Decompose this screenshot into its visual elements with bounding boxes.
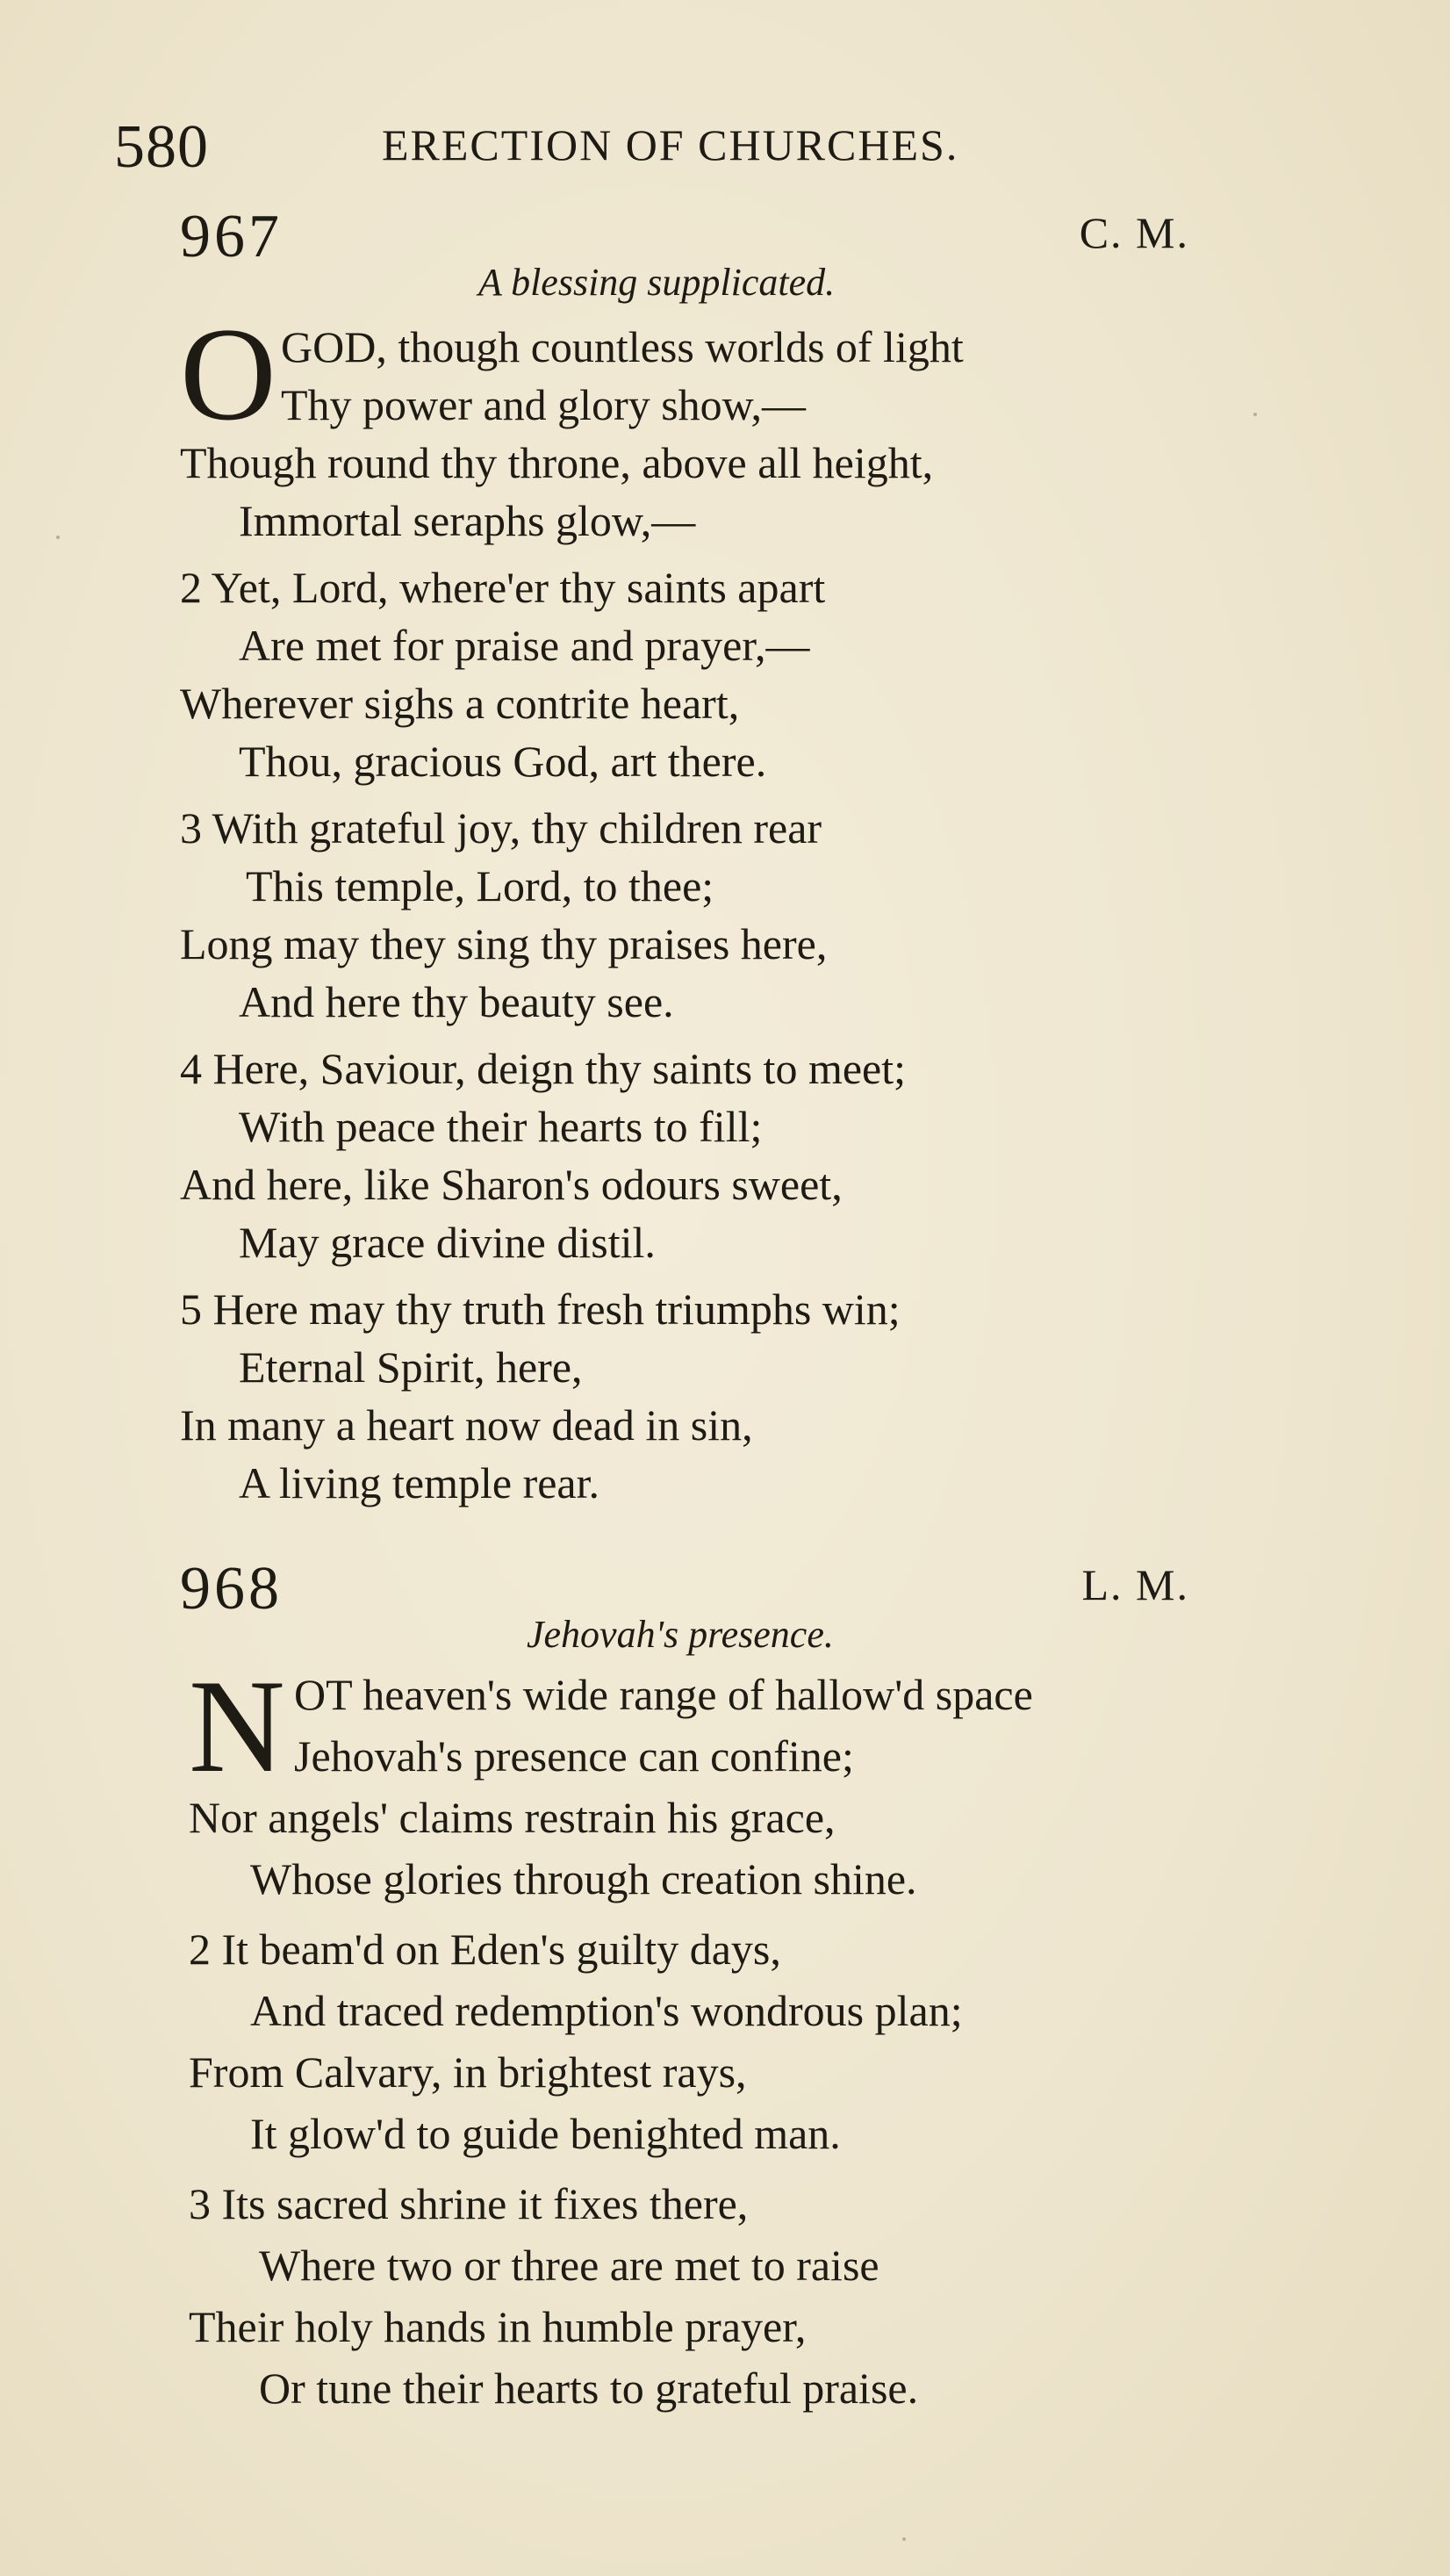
verse-line: GOD, though countless worlds of light	[281, 322, 964, 371]
drop-cap: N	[189, 1652, 285, 1800]
hymn-number: 968	[180, 1555, 283, 1623]
verse-line: In many a heart now dead in sin,	[180, 1400, 753, 1450]
verse-line: Immortal seraphs glow,—	[239, 496, 696, 545]
verse-line: Wherever sighs a contrite heart,	[180, 679, 740, 728]
hymn-number: 967	[180, 203, 283, 270]
verse-line: From Calvary, in brightest rays,	[189, 2047, 747, 2097]
verse-line: It glow'd to guide benighted man.	[250, 2109, 841, 2158]
verse-line: Or tune their hearts to grateful praise.	[259, 2364, 919, 2413]
verse-line: And here thy beauty see.	[239, 977, 674, 1026]
paper-speck	[902, 2537, 906, 2541]
verse-line: Their holy hands in humble prayer,	[189, 2302, 807, 2351]
verse-line: A living temple rear.	[239, 1458, 600, 1507]
page-number: 580	[114, 113, 209, 181]
verse-line: 2 Yet, Lord, where'er thy saints apart	[180, 563, 826, 612]
verse-line: 3 Its sacred shrine it fixes there,	[189, 2179, 749, 2228]
verse-line: Whose glories through creation shine.	[250, 1854, 917, 1903]
verse-line: And here, like Sharon's odours sweet,	[180, 1160, 843, 1209]
paper-speck	[1253, 413, 1257, 416]
verse-line: With peace their hearts to fill;	[239, 1102, 763, 1151]
verse-line: Though round thy throne, above all height,	[180, 438, 934, 487]
verse-line: Eternal Spirit, here,	[239, 1342, 583, 1392]
verse-line: Thou, gracious God, art there.	[239, 737, 767, 786]
running-title: ERECTION OF CHURCHES.	[382, 120, 959, 169]
verse-line: Long may they sing thy praises here,	[180, 919, 828, 968]
verse-line: This temple, Lord, to thee;	[246, 861, 714, 910]
verse-line: And traced redemption's wondrous plan;	[250, 1986, 963, 2035]
drop-cap: O	[180, 300, 276, 448]
hymn-meter: L. M.	[1081, 1560, 1189, 1609]
verse-line: OT heaven's wide range of hallow'd space	[294, 1670, 1033, 1719]
verse-line: Nor angels' claims restrain his grace,	[189, 1793, 836, 1842]
verse-line: 3 With grateful joy, thy children rear	[180, 803, 822, 853]
verse-line: 2 It beam'd on Eden's guilty days,	[189, 1925, 781, 1974]
page-header	[114, 104, 1343, 183]
verse-line: Thy power and glory show,—	[281, 380, 807, 429]
verse-line: Are met for praise and prayer,—	[239, 621, 810, 670]
verse-line: 4 Here, Saviour, deign thy saints to meet;	[180, 1044, 907, 1093]
hymn-meter: C. M.	[1079, 208, 1189, 257]
verse-line: May grace divine distil.	[239, 1218, 656, 1267]
hymn-subtitle: A blessing supplicated.	[478, 261, 836, 304]
verse-line: Jehovah's presence can confine;	[294, 1731, 854, 1781]
verse-line: Where two or three are met to raise	[259, 2241, 879, 2290]
verse-line: 5 Here may thy truth fresh triumphs win;	[180, 1284, 901, 1334]
paper-speck	[56, 536, 60, 539]
hymn-subtitle: Jehovah's presence.	[527, 1613, 834, 1656]
